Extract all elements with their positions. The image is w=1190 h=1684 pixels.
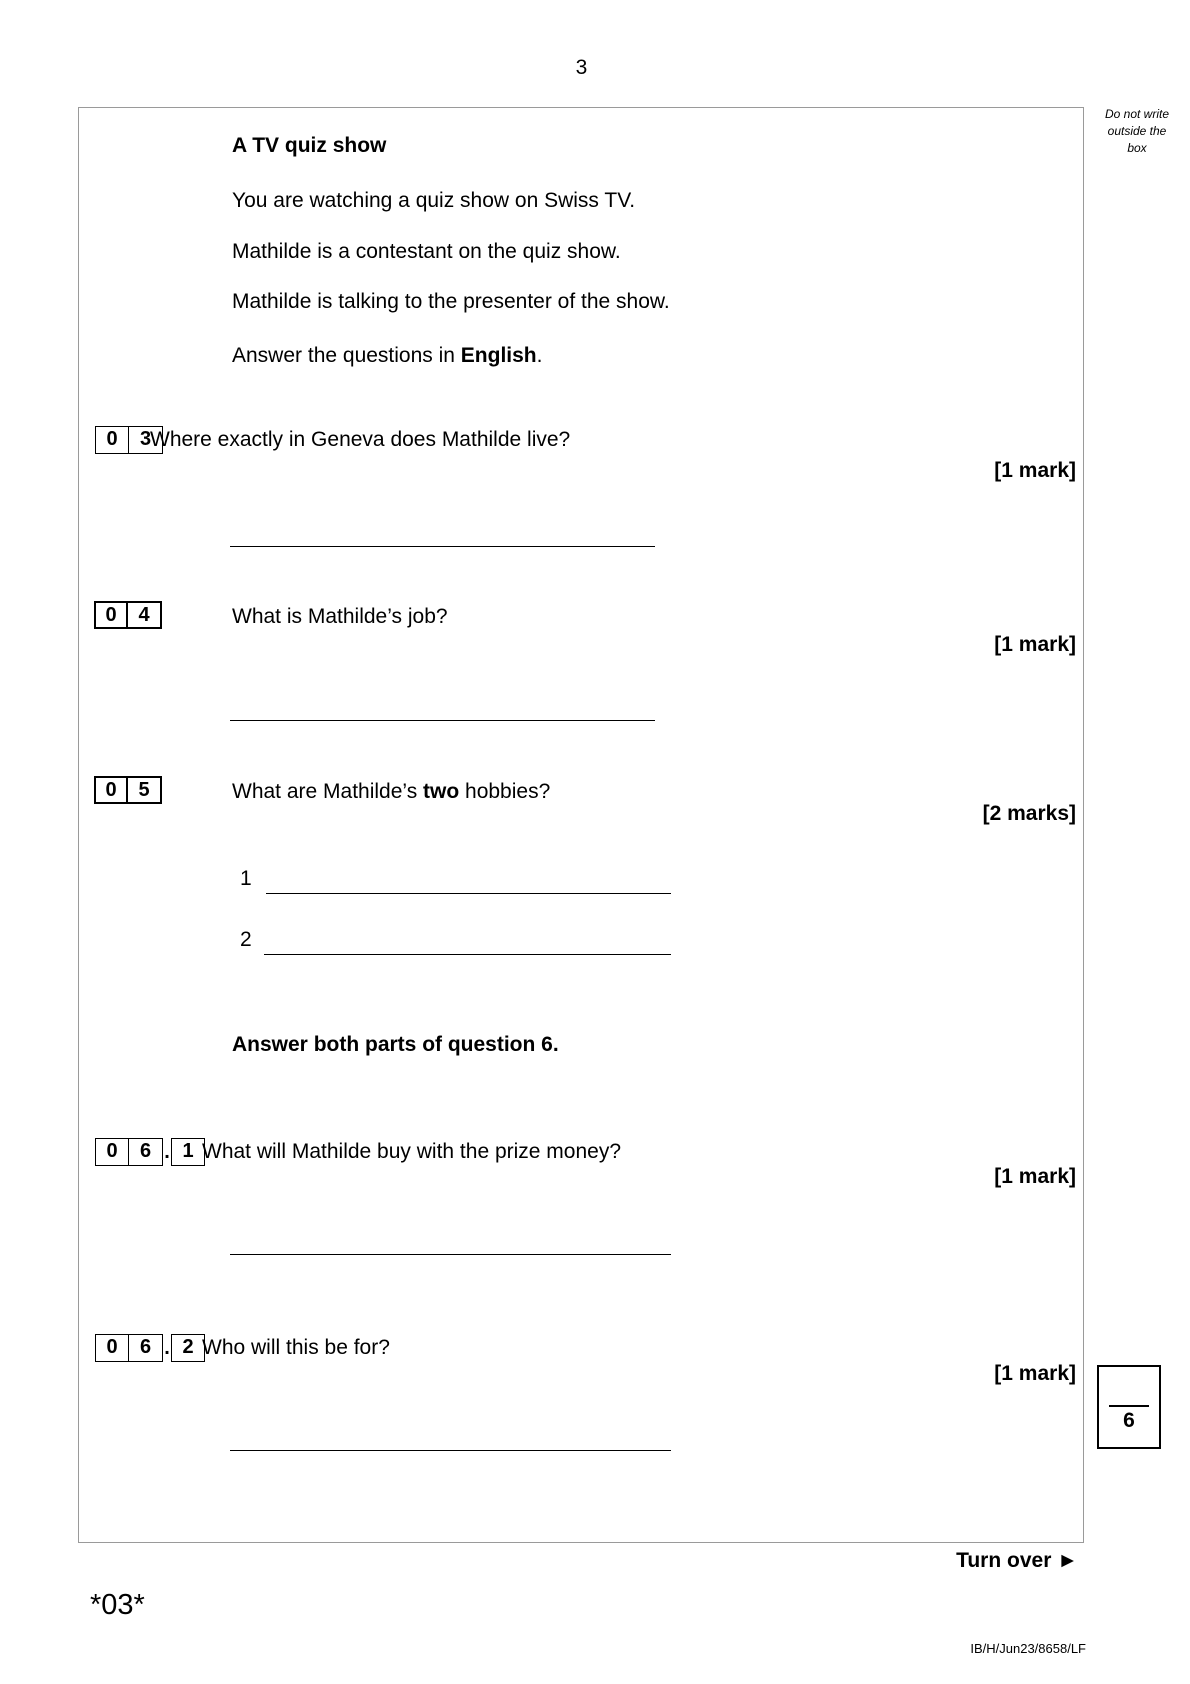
question-6-instruction: Answer both parts of question 6. bbox=[232, 1033, 559, 1056]
question-number-box: 0 3 bbox=[95, 426, 163, 454]
marks-label: [1 mark] bbox=[994, 633, 1076, 656]
answer-line[interactable] bbox=[230, 1254, 671, 1255]
answer-frame bbox=[78, 107, 1084, 1543]
page-code: *03* bbox=[90, 1589, 145, 1621]
answer-number: 1 bbox=[240, 867, 252, 890]
question-number-box: 0 6 . 1 bbox=[95, 1138, 205, 1166]
margin-note-line: box bbox=[1127, 141, 1147, 155]
intro-text: Mathilde is talking to the presenter of the show. bbox=[232, 290, 670, 313]
question-text: What are Mathilde’s two hobbies? bbox=[232, 780, 551, 803]
answer-line[interactable] bbox=[266, 893, 671, 894]
section-title: A TV quiz show bbox=[232, 134, 387, 157]
total-marks-value: 6 bbox=[1123, 1409, 1135, 1432]
instruction-language: English bbox=[460, 344, 537, 367]
marks-label: [1 mark] bbox=[994, 1165, 1076, 1188]
marks-label: [1 mark] bbox=[994, 1362, 1076, 1385]
margin-note-line: outside the bbox=[1107, 124, 1167, 138]
page-number: 3 bbox=[575, 56, 588, 79]
question-text: Who will this be for? bbox=[202, 1336, 390, 1359]
question-text: Where exactly in Geneva does Mathilde live? bbox=[150, 428, 571, 451]
turn-over-label: Turn over ► bbox=[956, 1549, 1078, 1572]
intro-text: Mathilde is a contestant on the quiz show. bbox=[232, 240, 621, 263]
question-number-box: 0 5 bbox=[94, 776, 162, 804]
intro-text: You are watching a quiz show on Swiss TV. bbox=[232, 189, 636, 212]
answer-number: 2 bbox=[240, 928, 252, 951]
paper-reference: IB/H/Jun23/8658/LF bbox=[970, 1641, 1086, 1656]
margin-note-line: Do not write bbox=[1104, 107, 1170, 121]
question-text: What will Mathilde buy with the prize money? bbox=[202, 1140, 622, 1163]
margin-note bbox=[1093, 106, 1181, 157]
answer-line[interactable] bbox=[230, 720, 655, 721]
answer-line[interactable] bbox=[264, 954, 671, 955]
instruction-text: Answer the questions in English. bbox=[232, 344, 543, 367]
marks-label: [1 mark] bbox=[994, 459, 1076, 482]
marks-label: [2 marks] bbox=[982, 802, 1076, 825]
answer-line[interactable] bbox=[230, 1450, 671, 1451]
question-text: What is Mathilde’s job? bbox=[232, 605, 448, 628]
question-number-box: 0 4 bbox=[94, 601, 162, 629]
question-number-box: 0 6 . 2 bbox=[95, 1334, 205, 1362]
answer-line[interactable] bbox=[230, 546, 655, 547]
total-marks-box bbox=[1097, 1365, 1161, 1449]
